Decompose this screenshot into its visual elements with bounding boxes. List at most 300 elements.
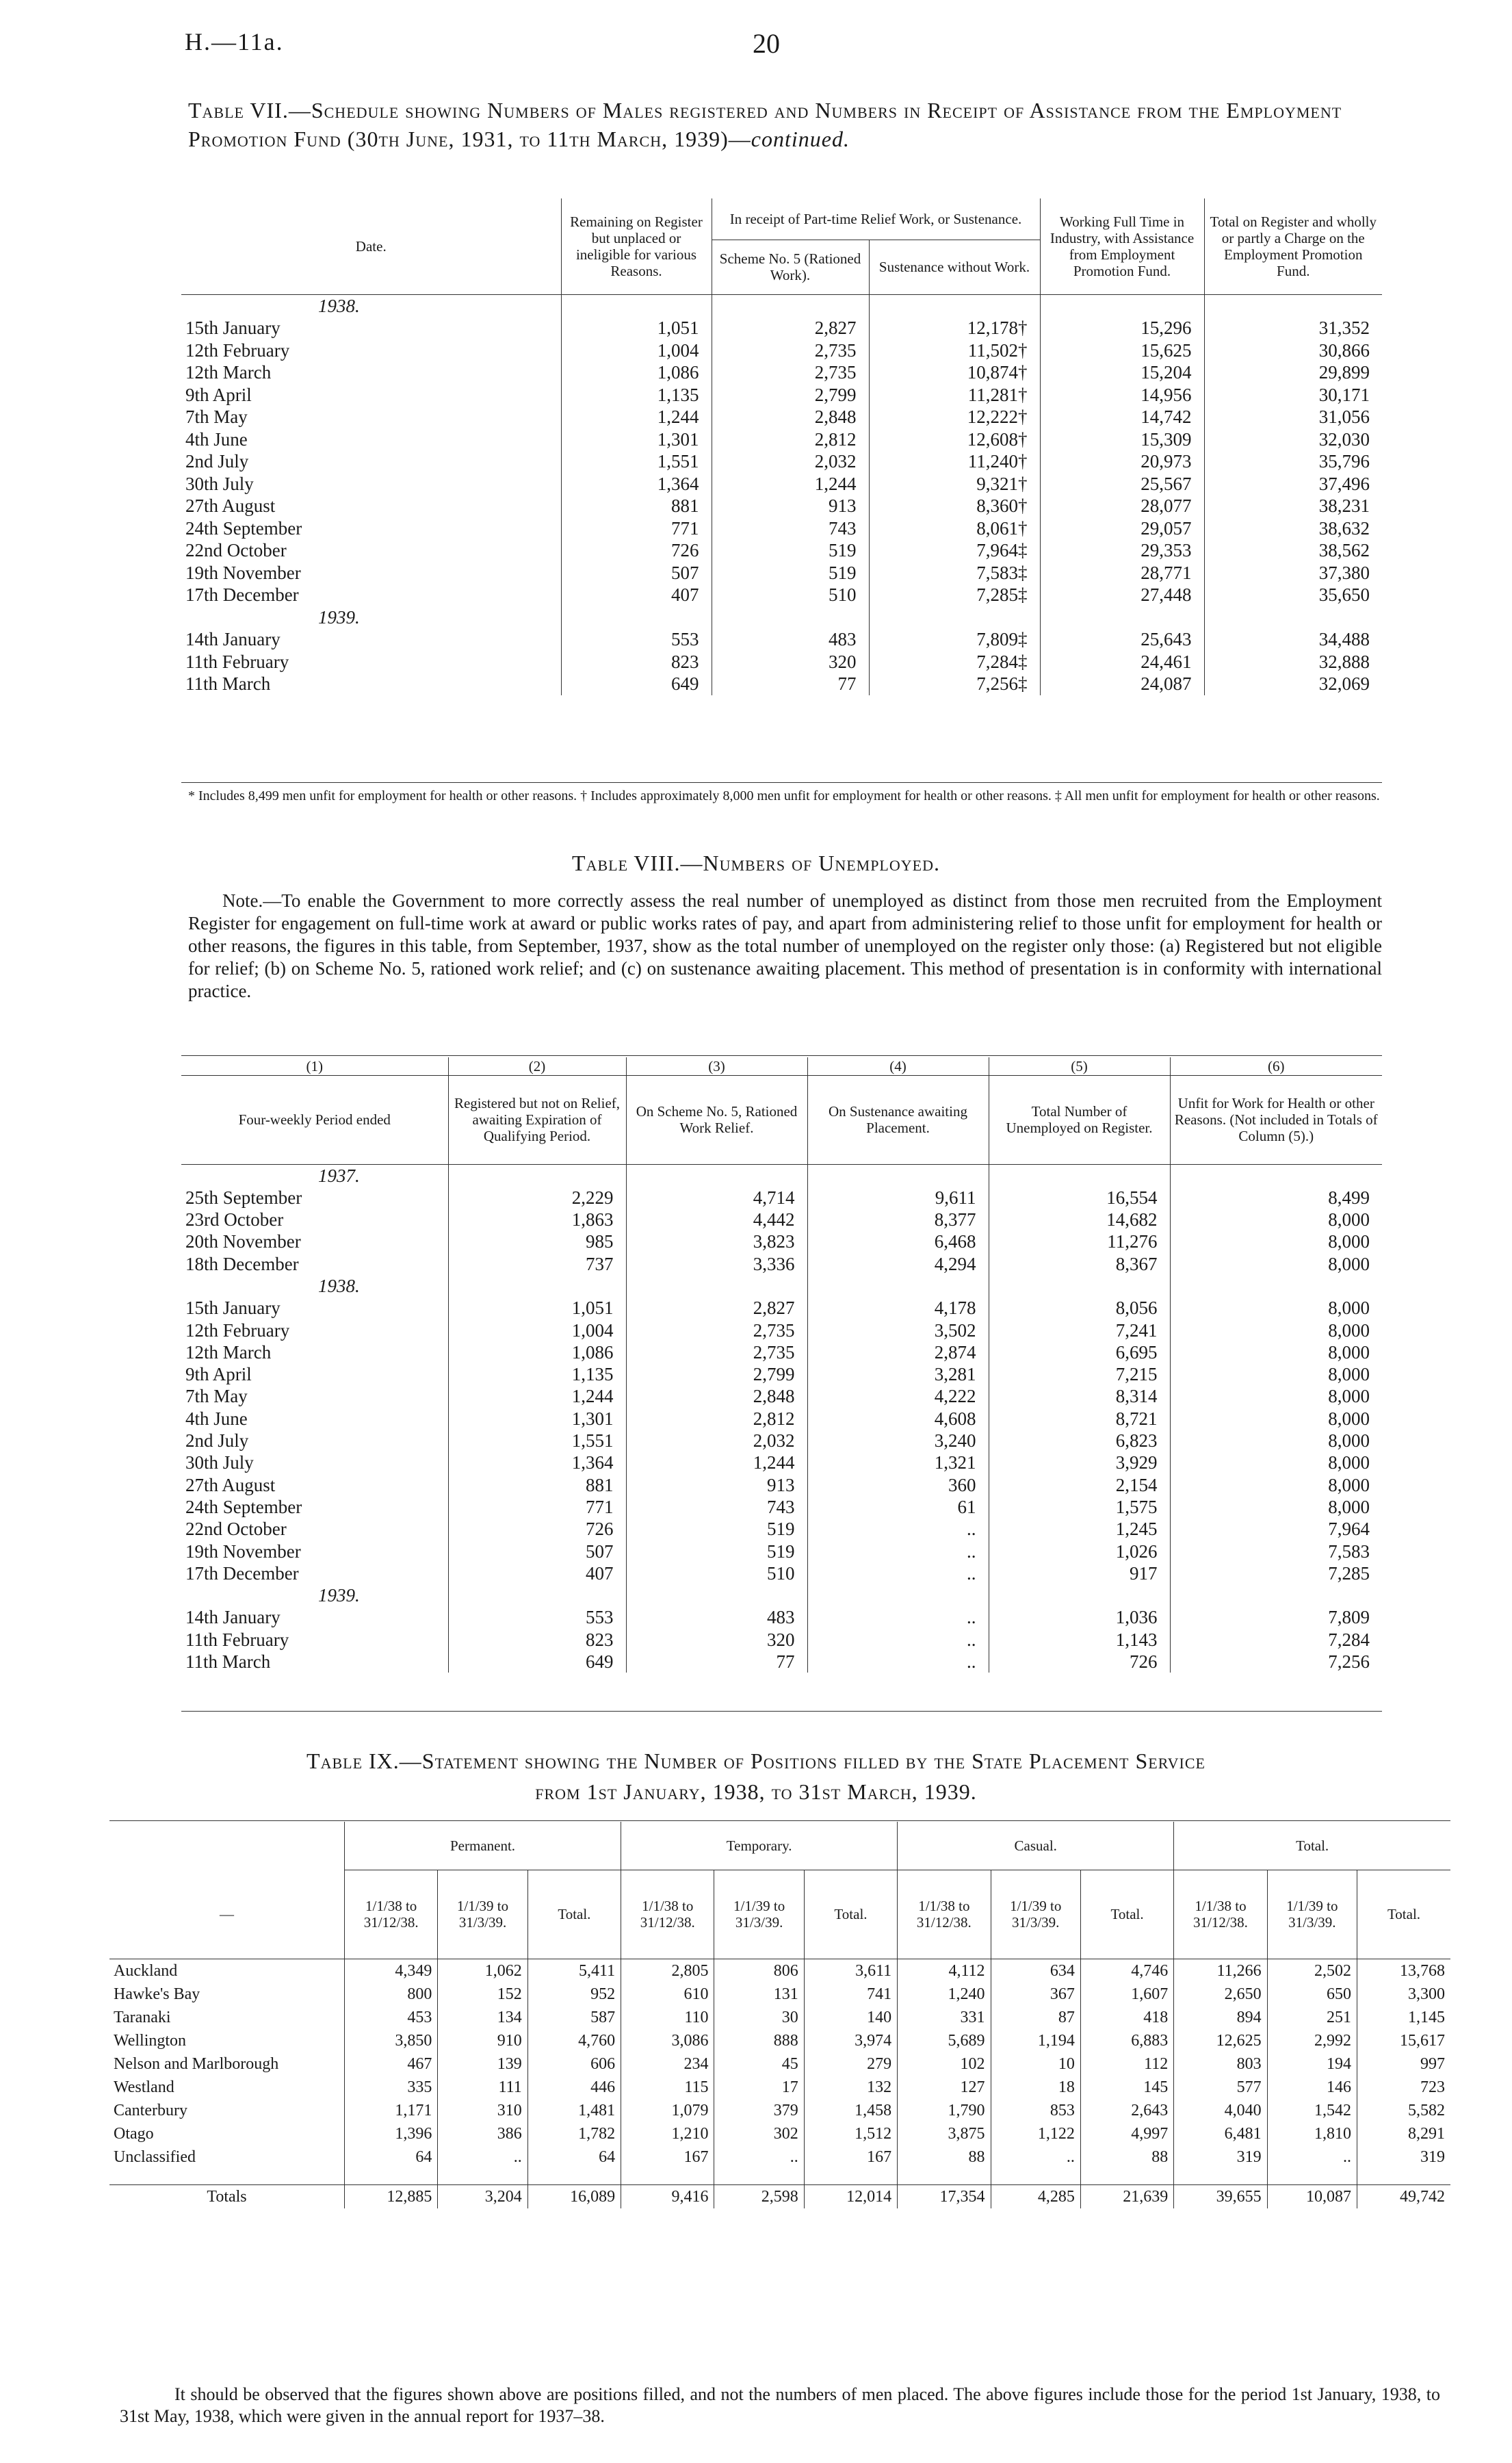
t8-cell: 3,929 [989,1452,1170,1473]
t9-row [109,1983,1450,2006]
t7-cell: 28,077 [1040,495,1204,517]
t7-cell: 38,562 [1204,539,1382,562]
t8-cell: 1,551 [448,1430,626,1452]
t7-year-1938-blank [561,294,712,317]
t9-row [109,2099,1450,2122]
t8-cell: 7,241 [989,1319,1170,1341]
t8-year-1937-blank [626,1164,807,1187]
t9-cell: 64 [344,2145,437,2169]
table8-note: Note.—To enable the Government to more correctly assess the real number of unemployed as distinct from those men recruited from the Employment Register for engagement on full-time work at award or public works rates of pay, and apart from administering relief to those unfit for employment for health or other reasons, the figures in this table, from September, 1937, show as the total number of unemployed on the register only those: (a) Registered but not eligible for relief; (b) on Scheme No. 5, rationed work relief; and (c) on sustenance awaiting placement. This method of presentation is in conformity with international practice. [188,890,1382,1001]
t7-cell: 649 [561,673,712,695]
t8-cell: 8,000 [1170,1319,1382,1341]
t8-year-1937-blank [1170,1164,1382,1187]
t8-cell: 1,086 [448,1341,626,1363]
t7-cell: 31,352 [1204,317,1382,339]
t8-colnum: (4) [807,1057,989,1075]
t7-cell: 743 [712,517,869,540]
t8-cell: 649 [448,1651,626,1673]
t7-cell: 11,240† [869,450,1040,473]
t9-corner [109,1822,344,1870]
t8-cell: .. [807,1540,989,1562]
t7-cell: 30th July [185,473,254,494]
document-reference: H.—11a. [185,28,284,55]
t9-group-header: Permanent. [344,1822,621,1870]
t8-cell: 1,004 [448,1319,626,1341]
t9-cell: 952 [527,1983,621,2006]
t9-cell: 446 [527,2076,621,2099]
t7-row [181,361,1382,384]
table9 [109,1822,1450,2208]
t8-row [181,1651,1382,1673]
t7-year-1939-label: 1939. [318,606,360,628]
t8-cell: 737 [448,1253,626,1275]
t7-cell: 1,086 [561,361,712,384]
t8-cell: 16,554 [989,1187,1170,1209]
t8-row [181,1341,1382,1363]
t8-cell: 8,721 [989,1408,1170,1430]
t9-cell: 610 [621,1983,714,2006]
t9-cell: 279 [804,2052,897,2076]
t9-cell: 4,997 [1080,2122,1173,2145]
t9-totals-label: Totals [207,2188,247,2206]
t9-cell: Otago [114,2124,154,2143]
t9-cell: 152 [438,1983,527,2006]
t8-cell: 519 [626,1540,807,1562]
t9-cell: 251 [1267,2006,1357,2029]
t9-spacer-cell [1174,2169,1267,2185]
t8-row [181,1253,1382,1275]
t8-cell: 1,321 [807,1452,989,1473]
t8-cell: 6,823 [989,1430,1170,1452]
t7-cell: 823 [561,651,712,673]
t8-year-1939-label: 1939. [318,1585,360,1606]
t8-cell: 2,812 [626,1408,807,1430]
t9-cell: 102 [898,2052,991,2076]
t9-sub-header: 1/1/39 to 31/3/39. [438,1870,527,1959]
t8-row [181,1230,1382,1252]
t8-cell: 2,827 [626,1297,807,1319]
t7-cell: 510 [712,584,869,606]
t7-cell: 1,135 [561,384,712,407]
t8-cell: 20th November [185,1231,301,1252]
t8-row [181,1452,1382,1473]
t9-sub-header: 1/1/38 to 31/12/38. [898,1870,991,1959]
t9-total-cell: 9,416 [621,2185,714,2209]
t9-cell: 17 [714,2076,804,2099]
t9-cell: 723 [1357,2076,1450,2099]
t7-header-parttime: In receipt of Part-time Relief Work, or Sustenance. [712,198,1040,240]
t7-cell: 1,244 [561,406,712,428]
t7-row [181,384,1382,407]
t8-cell: 11,276 [989,1230,1170,1252]
t9-cell: Hawke's Bay [114,1985,200,2003]
t7-cell: 28,771 [1040,562,1204,584]
t8-cell: 77 [626,1651,807,1673]
t9-cell: 1,145 [1357,2006,1450,2029]
t7-header-working: Working Full Time in Industry, with Assistance from Employment Promotion Fund. [1040,198,1204,294]
t8-cell: .. [807,1518,989,1540]
t9-cell: 234 [621,2052,714,2076]
t7-cell: 11,281† [869,384,1040,407]
t8-cell: 3,281 [807,1363,989,1385]
t9-spacer-cell [438,2169,527,2185]
t9-cell: Taranaki [114,2008,171,2026]
t9-row [109,1959,1450,1983]
t8-year-1939-blank [626,1584,807,1606]
t8-cell: 2,874 [807,1341,989,1363]
t9-cell: .. [714,2145,804,2169]
t7-cell: 12th March [185,362,272,383]
t8-cell: 23rd October [185,1209,284,1230]
table9-title-line1: Table IX.—Statement showing the Number of Positions filled by the State Placement Service [307,1749,1205,1773]
t7-cell: 407 [561,584,712,606]
t9-cell: 1,210 [621,2122,714,2145]
t7-cell: 15,625 [1040,339,1204,362]
t8-cell: 22nd October [185,1519,287,1540]
t9-cell: Unclassified [114,2148,196,2166]
t9-cell: 4,760 [527,2029,621,2052]
t8-year-1937-blank [989,1164,1170,1187]
t9-cell: 1,790 [898,2099,991,2122]
t9-total-cell: 16,089 [527,2185,621,2209]
t7-year-1939 [181,606,1382,629]
t7-cell: 519 [712,562,869,584]
t9-cell: 11,266 [1174,1959,1267,1983]
t8-cell: 14,682 [989,1209,1170,1230]
t8-cell: 4th June [185,1408,248,1429]
t9-cell: 45 [714,2052,804,2076]
t9-row [109,2145,1450,2169]
t8-cell: 483 [626,1606,807,1628]
t9-sub-header: 1/1/38 to 31/12/38. [1174,1870,1267,1959]
t9-cell: 3,974 [804,2029,897,2052]
t9-cell: 741 [804,1983,897,2006]
t8-cell: 1,244 [448,1385,626,1407]
t9-total-cell: 12,885 [344,2185,437,2209]
t8-cell: 7,215 [989,1363,1170,1385]
t7-row [181,584,1382,606]
t8-cell: 1,036 [989,1606,1170,1628]
t8-year-1937 [181,1164,1382,1187]
t9-total-cell: 21,639 [1080,2185,1173,2209]
t7-cell: 7,284‡ [869,651,1040,673]
t8-row [181,1408,1382,1430]
t9-cell: 587 [527,2006,621,2029]
t7-cell: 10,874† [869,361,1040,384]
t9-cell: 853 [991,2099,1080,2122]
t7-cell: 7,964‡ [869,539,1040,562]
t8-year-1939-blank [807,1584,989,1606]
t8-cell: 6,468 [807,1230,989,1252]
table9-footer: It should be observed that the figures shown above are positions filled, and not the numbers of men placed. The above figures include those for the period 1st January, 1938, to 31st May, 1938, which were given in the annual report for 1937–38. [120,2384,1440,2426]
t8-year-1938-blank [626,1275,807,1297]
t8-row [181,1319,1382,1341]
t7-cell: 24,461 [1040,651,1204,673]
t8-row [181,1562,1382,1584]
t9-cell: 650 [1267,1983,1357,2006]
t9-cell: 12,625 [1174,2029,1267,2052]
t9-group-header: Total. [1174,1822,1450,1870]
t9-cell: 87 [991,2006,1080,2029]
t8-colnum: (3) [626,1057,807,1075]
t9-cell: 167 [804,2145,897,2169]
t9-cell: 418 [1080,2006,1173,2029]
t9-cell: 88 [898,2145,991,2169]
t8-cell: 3,502 [807,1319,989,1341]
t7-year-1938-label: 1938. [318,295,360,316]
t9-cell: 997 [1357,2052,1450,2076]
t8-cell: 8,000 [1170,1474,1382,1496]
t8-header: On Sustenance awaiting Placement. [807,1075,989,1164]
t7-cell: 19th November [185,562,301,583]
t9-cell: 15,617 [1357,2029,1450,2052]
t8-cell: 519 [626,1518,807,1540]
t9-cell: 1,512 [804,2122,897,2145]
t7-cell: 483 [712,628,869,651]
t9-cell: Westland [114,2078,174,2096]
t9-spacer-cell [344,2169,437,2185]
t9-cell: 111 [438,2076,527,2099]
t9-cell: 3,086 [621,2029,714,2052]
t7-cell: 37,380 [1204,562,1382,584]
t7-cell: 17th December [185,584,299,605]
t8-year-1939-blank [448,1584,626,1606]
t7-cell: 4th June [185,428,248,450]
t8-cell: 2nd July [185,1430,249,1452]
t8-year-1938-blank [989,1275,1170,1297]
t9-cell: 2,643 [1080,2099,1173,2122]
t7-cell: 35,650 [1204,584,1382,606]
t9-cell: 112 [1080,2052,1173,2076]
t8-header: Unfit for Work for Health or other Reasons. (Not included in Totals of Column (5).) [1170,1075,1382,1164]
t8-cell: 19th November [185,1540,301,1562]
t8-cell: 1,051 [448,1297,626,1319]
t8-colnum: (1) [306,1057,323,1074]
t9-cell: Canterbury [114,2101,187,2119]
t7-year-1938 [181,294,1382,317]
t8-row [181,1606,1382,1628]
t7-cell: 14th January [185,629,281,649]
t9-group-header: Temporary. [621,1822,898,1870]
t7-cell: 320 [712,651,869,673]
t7-cell: 29,353 [1040,539,1204,562]
t8-cell: 8,499 [1170,1187,1382,1209]
t8-cell: 553 [448,1606,626,1628]
t8-cell: 407 [448,1562,626,1584]
t8-cell: 4,294 [807,1253,989,1275]
t8-cell: .. [807,1629,989,1651]
t9-cell: 4,112 [898,1959,991,1983]
t9-cell: 453 [344,2006,437,2029]
t7-cell: 22nd October [185,540,287,560]
t9-cell: 4,040 [1174,2099,1267,2122]
t7-cell: 29,057 [1040,517,1204,540]
t9-cell: .. [1267,2145,1357,2169]
t9-cell: 3,611 [804,1959,897,1983]
t7-cell: 9th April [185,384,252,405]
t8-row [181,1187,1382,1209]
t7-cell: 2,848 [712,406,869,428]
t9-total-cell: 39,655 [1174,2185,1267,2209]
t7-year-1939-blank [869,606,1040,629]
t7-cell: 32,069 [1204,673,1382,695]
t9-cell: 5,689 [898,2029,991,2052]
t9-cell: 2,650 [1174,1983,1267,2006]
t7-year-1939-blank [1040,606,1204,629]
table7 [181,198,1382,695]
t7-cell: 1,364 [561,473,712,495]
t9-cell: 6,883 [1080,2029,1173,2052]
t8-cell: 2,229 [448,1187,626,1209]
t7-header-sustenance: Sustenance without Work. [869,240,1040,294]
t7-cell: 12th February [185,339,290,361]
t9-total-cell: 12,014 [804,2185,897,2209]
t7-row [181,539,1382,562]
t9-cell: 1,171 [344,2099,437,2122]
t8-cell: 24th September [185,1496,302,1517]
t8-year-1938-blank [448,1275,626,1297]
t8-cell: 8,314 [989,1385,1170,1407]
t9-cell: 577 [1174,2076,1267,2099]
t7-cell: 2,735 [712,339,869,362]
t7-cell: 1,051 [561,317,712,339]
t8-cell: 881 [448,1474,626,1496]
t8-colnum: (6) [1170,1057,1382,1075]
t9-corner-sub: — [219,1905,234,1922]
t7-year-1939-blank [712,606,869,629]
t9-spacer-cell [1357,2169,1450,2185]
t9-spacer-cell [898,2169,991,2185]
t8-cell: 25th September [185,1187,302,1208]
t8-row [181,1518,1382,1540]
t9-cell: 8,291 [1357,2122,1450,2145]
t8-header: On Scheme No. 5, Rationed Work Relief. [626,1075,807,1164]
t8-cell: 27th August [185,1474,276,1495]
t8-cell: 726 [989,1651,1170,1673]
t7-cell: 519 [712,539,869,562]
t8-cell: 913 [626,1474,807,1496]
t8-cell: 7,583 [1170,1540,1382,1562]
table9-title-line2: from 1st January, 1938, to 31st March, 1939. [535,1779,977,1804]
t9-cell: 1,782 [527,2122,621,2145]
t9-cell: 467 [344,2052,437,2076]
t9-cell: 1,810 [1267,2122,1357,2145]
t9-cell: Nelson and Marlborough [114,2054,279,2073]
t9-spacer-cell [527,2169,621,2185]
t8-cell: 8,000 [1170,1430,1382,1452]
t8-cell: 12th March [185,1341,272,1363]
t7-cell: 553 [561,628,712,651]
t7-cell: 38,231 [1204,495,1382,517]
t7-row [181,450,1382,473]
t8-cell: 3,823 [626,1230,807,1252]
t7-cell: 12,178† [869,317,1040,339]
t9-cell: 3,300 [1357,1983,1450,2006]
t9-cell: 146 [1267,2076,1357,2099]
t8-colnum: (5) [989,1057,1170,1075]
t9-cell: 134 [438,2006,527,2029]
t9-cell: 379 [714,2099,804,2122]
t7-row [181,651,1382,673]
t9-sub-header: Total. [1357,1870,1450,1959]
t8-cell: 510 [626,1562,807,1584]
t7-cell: 35,796 [1204,450,1382,473]
t7-row [181,495,1382,517]
t7-cell: 8,360† [869,495,1040,517]
t9-cell: 2,805 [621,1959,714,1983]
t7-cell: 771 [561,517,712,540]
t8-cell: 8,000 [1170,1385,1382,1407]
t7-cell: 37,496 [1204,473,1382,495]
t8-cell: 15th January [185,1298,281,1319]
t9-cell: 634 [991,1959,1080,1983]
t7-cell: 24th September [185,517,302,539]
t8-cell: 1,863 [448,1209,626,1230]
t9-row [109,2122,1450,2145]
t8-cell: 8,000 [1170,1363,1382,1385]
t7-header-date: Date. [355,237,387,255]
t8-cell: 11th February [185,1629,289,1650]
t9-cell: 888 [714,2029,804,2052]
t9-cell: 367 [991,1983,1080,2006]
t7-cell: 25,567 [1040,473,1204,495]
t9-spacer-cell [714,2169,804,2185]
t7-cell: 7,583‡ [869,562,1040,584]
t9-sub-header: Total. [527,1870,621,1959]
t8-cell: 1,364 [448,1452,626,1473]
t8-cell: 320 [626,1629,807,1651]
t8-cell: 9,611 [807,1187,989,1209]
t9-total-cell: 3,204 [438,2185,527,2209]
t8-cell: 743 [626,1496,807,1518]
t8-colnum: (2) [448,1057,626,1075]
t9-cell: 139 [438,2052,527,2076]
t7-cell: 2,032 [712,450,869,473]
t7-cell: 913 [712,495,869,517]
t9-cell: 3,850 [344,2029,437,2052]
t9-cell: 1,607 [1080,1983,1173,2006]
t9-cell: 2,992 [1267,2029,1357,2052]
t8-cell: 507 [448,1540,626,1562]
t9-cell: 6,481 [1174,2122,1267,2145]
t8-cell: 8,000 [1170,1230,1382,1252]
t8-cell: 8,000 [1170,1496,1382,1518]
t9-cell: 88 [1080,2145,1173,2169]
t8-cell: 771 [448,1496,626,1518]
t8-cell: 726 [448,1518,626,1540]
t7-cell: 7th May [185,407,248,427]
t9-cell: 1,396 [344,2122,437,2145]
t8-year-1939-blank [1170,1584,1382,1606]
t8-cell: 14th January [185,1607,281,1628]
t9-cell: 1,481 [527,2099,621,2122]
t7-cell: 7,256‡ [869,673,1040,695]
t8-cell: 8,000 [1170,1408,1382,1430]
t9-cell: 806 [714,1959,804,1983]
t9-cell: Auckland [114,1961,178,1980]
t8-row [181,1385,1382,1407]
t8-cell: 8,000 [1170,1341,1382,1363]
t7-row [181,517,1382,540]
t8-cell: 7,256 [1170,1651,1382,1673]
t9-cell: 131 [714,1983,804,2006]
table7-footnote: * Includes 8,499 men unfit for employment for health or other reasons. † Includes approximately 8,000 men unfit for employment for health or other reasons. ‡ All men unfit for employment for health or other reasons. [188,788,1380,803]
t8-cell: 8,377 [807,1209,989,1230]
t9-cell: 13,768 [1357,1959,1450,1983]
t9-cell: 110 [621,2006,714,2029]
t8-row [181,1629,1382,1651]
t9-cell: 3,875 [898,2122,991,2145]
